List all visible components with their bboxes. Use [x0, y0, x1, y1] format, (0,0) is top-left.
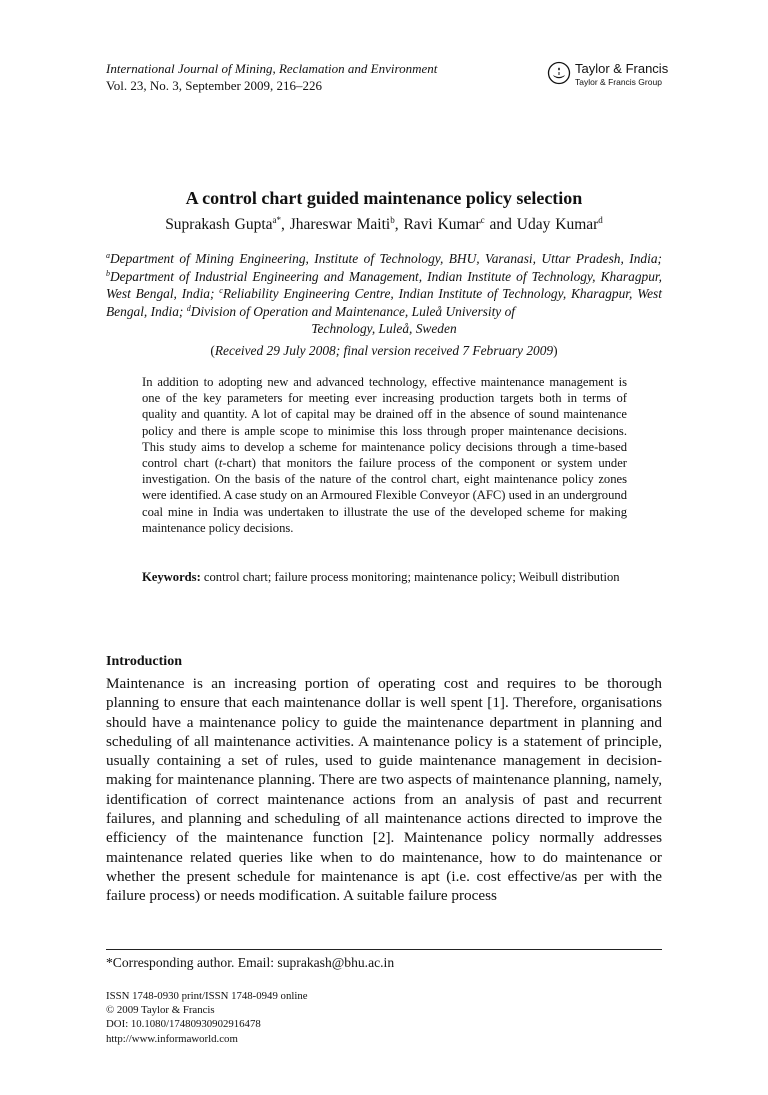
publisher-lamp-icon	[547, 61, 571, 85]
received-close-paren: )	[553, 343, 558, 358]
affiliation-mark: a	[106, 251, 110, 260]
journal-name: International Journal of Mining, Reclamation and Environment	[106, 61, 438, 76]
keywords	[142, 569, 627, 585]
author-marks: b	[390, 215, 395, 225]
article-title: A control chart guided maintenance policy selection	[185, 188, 583, 208]
author-name: Suprakash Gupta	[165, 216, 273, 233]
affiliation-list	[106, 250, 662, 338]
affiliation-text: Department of Industrial Engineering and Management, Indian Institute of Technology, Kharagpur, West Bengal, India;	[106, 268, 662, 302]
journal-volume: Vol. 23, No. 3, September 2009, 216–226	[106, 78, 323, 93]
publisher-url[interactable]: http://www.informaworld.com	[106, 1032, 238, 1045]
abstract	[142, 374, 627, 536]
affiliation-mark: b	[106, 268, 110, 278]
journal-header	[106, 60, 437, 94]
author-name: Ravi Kumar	[403, 216, 481, 233]
keywords-text: control chart; failure process monitoring; maintenance policy; Weibull distribution	[200, 570, 620, 584]
author-separator: and	[484, 216, 517, 233]
author-marks: c	[480, 215, 485, 225]
author-list	[106, 215, 662, 235]
affiliation-text: Reliability Engineering Centre, Indian Institute of Technology, Kharagpur, West Bengal, India;	[106, 286, 662, 319]
affiliation-text: Division of Operation and Maintenance, Luleå University of	[190, 303, 516, 319]
abstract-text: In addition to adopting new and advanced technology, effective maintenance management is one of the key parameters for meeting ever increasing production targets both in terms of quality and quantity. A lot of capital may be drained off in the absence of sound maintenance policy and there is ample scope to minimise this loss through proper maintenance decisions. This study aims to develop a scheme for maintenance policy decisions through a time-based control chart (	[142, 375, 627, 471]
abstract-t-symbol: t	[218, 456, 223, 471]
footnote-divider	[106, 949, 662, 950]
author-name: Jhareswar Maiti	[289, 216, 391, 233]
doi: DOI: 10.1080/17480930902916478	[106, 1018, 261, 1031]
author-marks: d	[598, 215, 603, 225]
section-heading-introduction: Introduction	[106, 654, 182, 669]
affiliation-mark: c	[219, 286, 223, 296]
author-separator: ,	[394, 216, 404, 233]
received-text: Received 29 July 2008; final version received 7 February 2009	[214, 343, 554, 358]
affiliation-text: Department of Mining Engineering, Institute of Technology, BHU, Varanasi, Uttar Pradesh, India;	[110, 251, 662, 266]
received-dates	[106, 342, 662, 359]
publisher-name: Taylor & Francis	[575, 61, 669, 76]
issn: ISSN 1748-0930 print/ISSN 1748-0949 online	[106, 990, 308, 1002]
copyright: © 2009 Taylor & Francis	[106, 1004, 215, 1017]
publisher-logo-block	[547, 60, 667, 90]
publication-info	[106, 989, 308, 1046]
abstract-text: -chart) that monitors the failure process of the component or system under investigation. On the basis of the nature of the control chart, eight maintenance policy zones were identified. A case study on an Armoured Flexible Conveyor (AFC) used in an underground coal mine in India was undertaken to illustrate the use of the developed scheme for making maintenance policy decisions.	[142, 456, 627, 535]
introduction-paragraph: Maintenance is an increasing portion of operating cost and requires to be thorough planning to ensure that each maintenance dollar is well spent [1]. Therefore, organisations should have a maintenance policy to guide the maintenance department in planning and scheduling of all maintenance activities. A maintenance policy is a statement of principle, usually containing a set of rules, used to guide maintenance management in decision-making for maintenance planning. There are two aspects of maintenance planning, namely, identification of correct maintenance actions from an analysis of past and recurrent failures, and planning and scheduling of all maintenance actions directed to improve the efficiency of the maintenance function [2]. Maintenance policy normally addresses maintenance related queries like when to do maintenance, how to do maintenance or whether the present schedule for maintenance is apt (i.e. cost effective/as per with the failure process) or needs modification. A suitable failure process	[106, 675, 662, 905]
affiliation-last-line: Technology, Luleå, Sweden	[311, 321, 457, 337]
publisher-group: Taylor & Francis Group	[575, 77, 662, 87]
author-separator: ,	[281, 216, 290, 233]
received-open-paren: (	[210, 343, 215, 358]
keywords-label: Keywords:	[142, 570, 201, 584]
author-marks: a*	[272, 215, 282, 225]
affiliation-mark: d	[186, 303, 191, 313]
corresponding-author-footnote: *Corresponding author. Email: suprakash@bhu.ac.in	[106, 955, 395, 970]
author-name: Uday Kumar	[516, 216, 599, 233]
